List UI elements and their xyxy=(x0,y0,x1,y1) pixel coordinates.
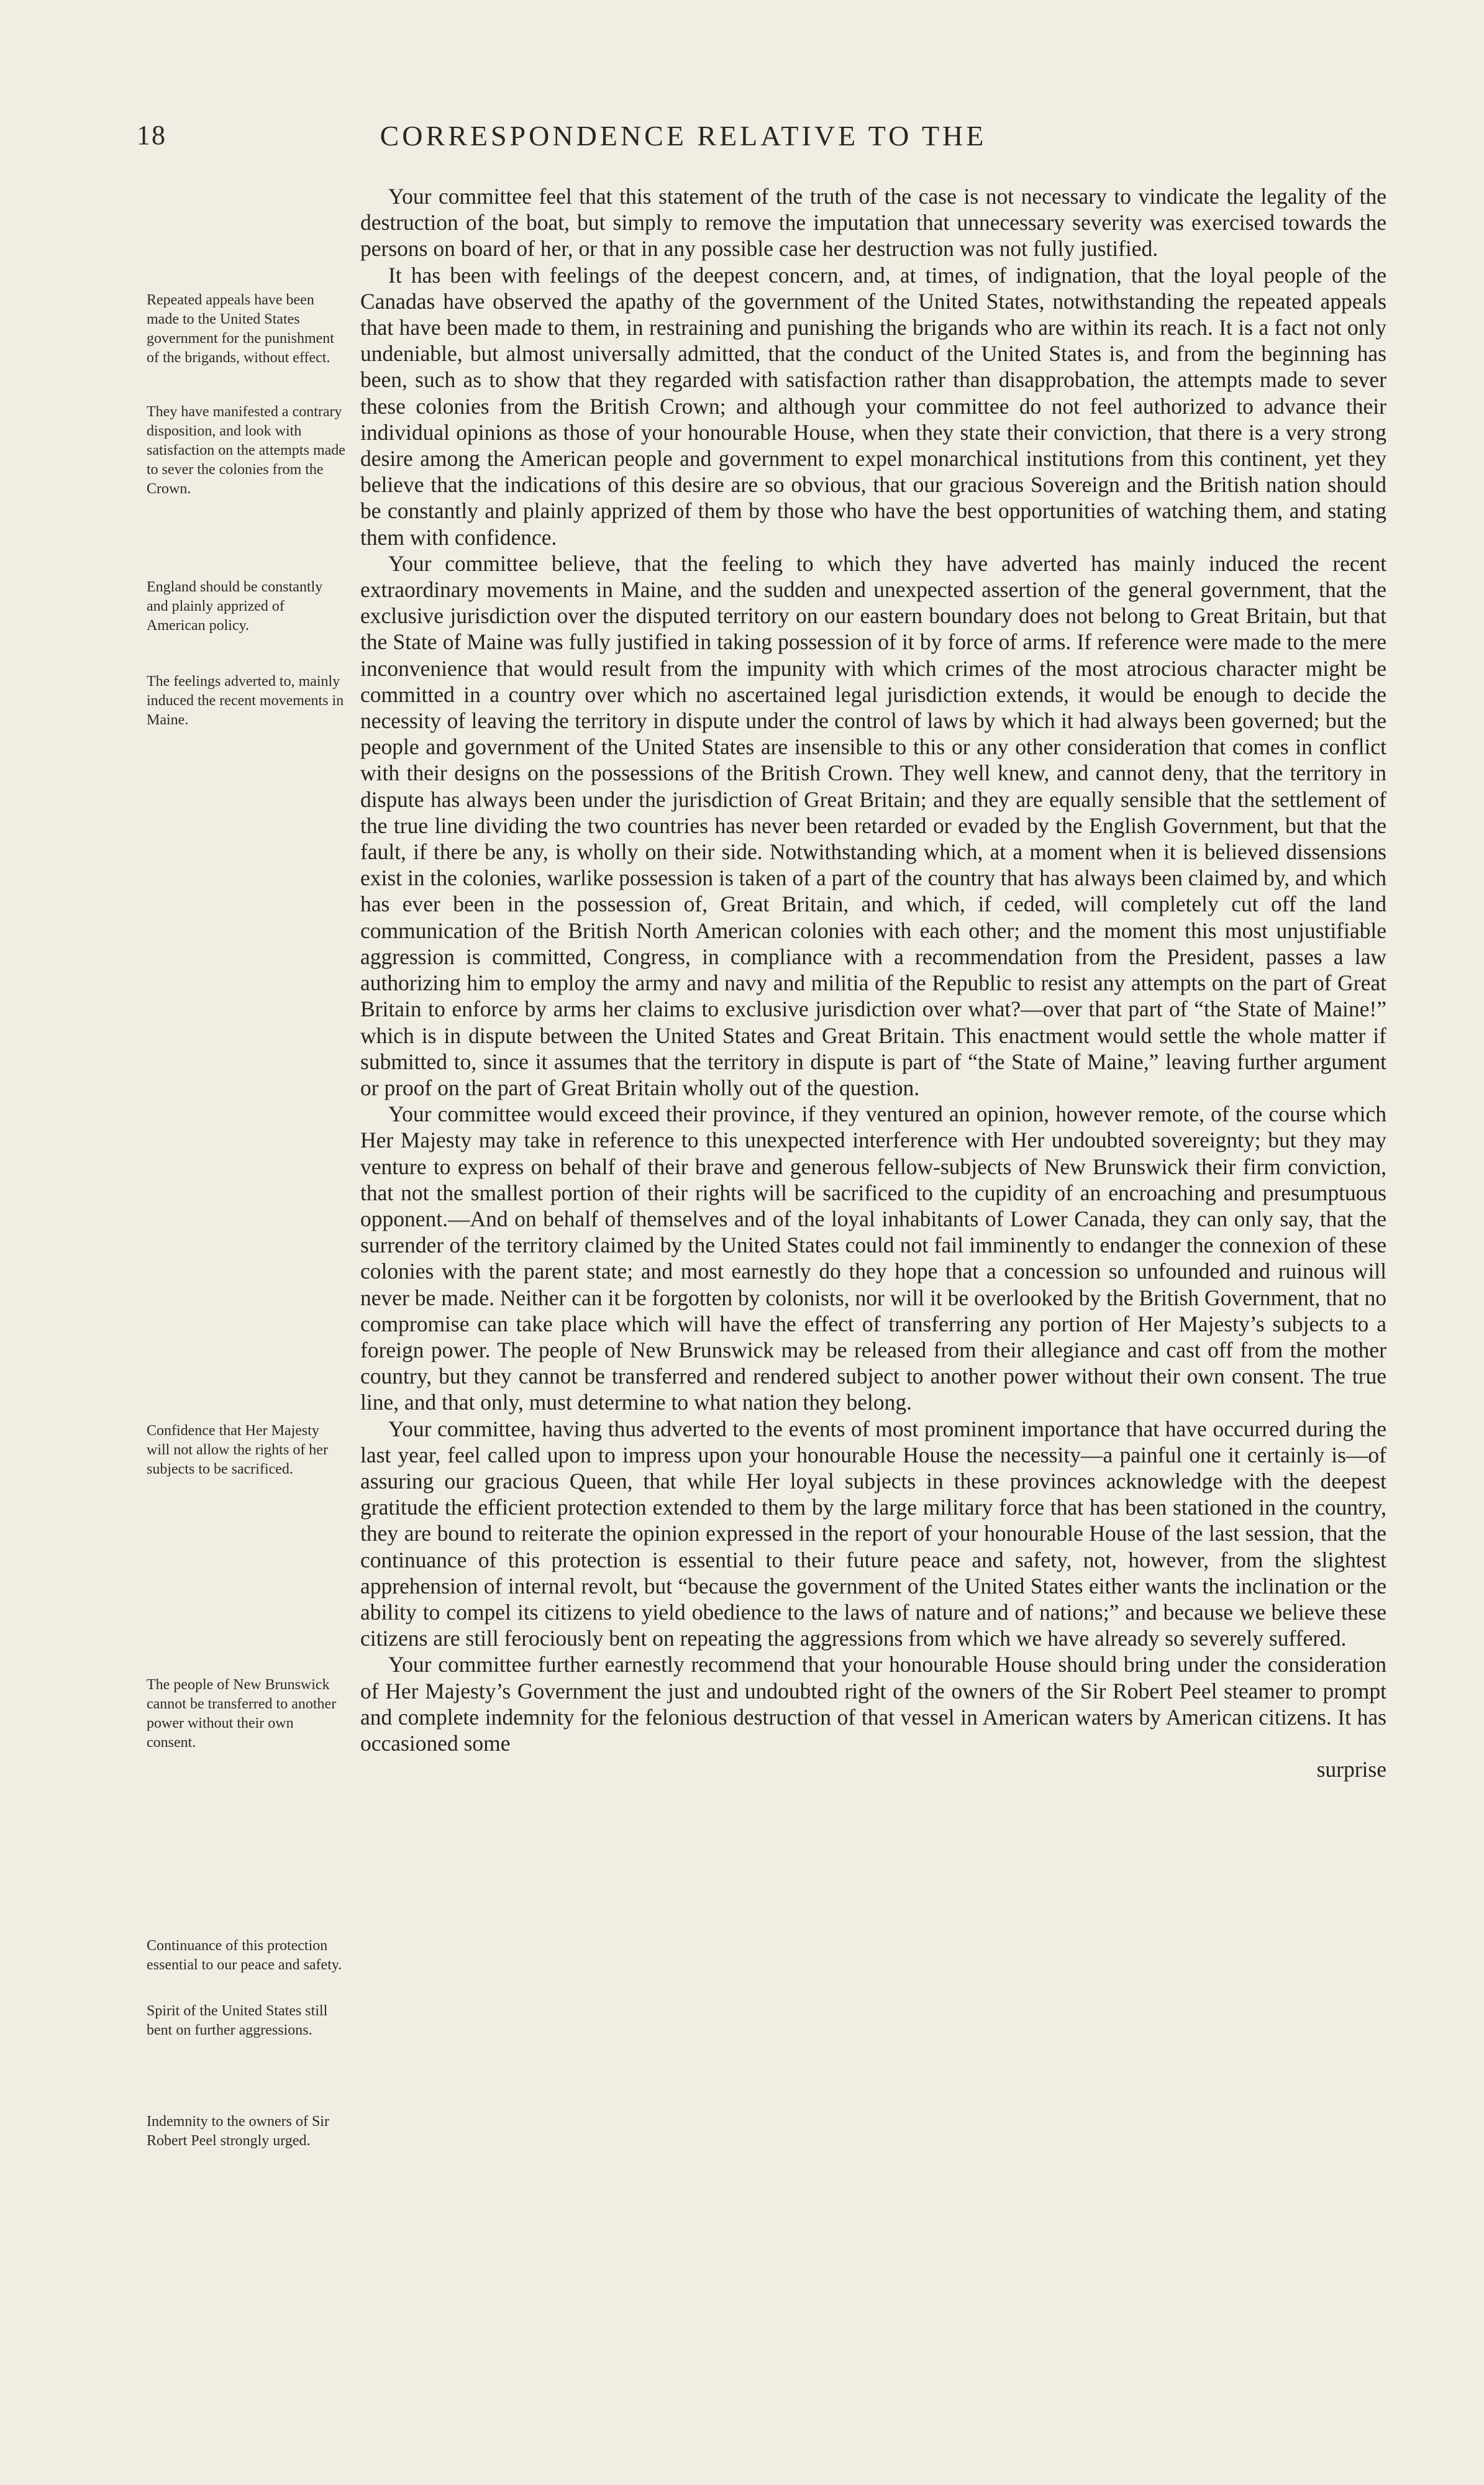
paragraph-sovereignty: Your committee would exceed their province, if they ventured an opinion, however remote, of the course which Her Majesty may take in reference to this unexpected interference with Her undoubted sovereignty; but they may venture to express on behalf of their brave and generous fellow-subjects of New Brunswick their firm conviction, that not the smallest portion of their rights will be sacrificed to the cupidity of an encroaching and presumptuous opponent.—And on behalf of themselves and of the loyal inhabitants of Lower Canada, they can only say, that the surrender of the territory claimed by the United States could not fail imminently to endanger the connexion of these colonies with the parent state; and most earnestly do they hope that a concession so unfounded and ruinous will never be made. Neither can it be forgotten by colonists, nor will it be overlooked by the British Government, that no compromise can take place which will have the effect of transferring any portion of Her Majesty’s subjects to a foreign power. The people of New Brunswick may be released from their allegiance and cast off from the mother country, but they cannot be transferred and rendered subject to another power without their own consent. The true line, and that only, must determine to what nation they belong. xyxy=(360,1101,1386,1415)
margin-note-england-apprized: England should be constantly and plainly apprized of American policy. xyxy=(147,579,323,634)
margin-note-aggressions: Spirit of the United States still bent on further aggressions. xyxy=(147,2003,328,2038)
margin-note-confidence: Confidence that Her Majesty will not allow the rights of her subjects to be sacrificed. xyxy=(147,1423,328,1477)
margin-note-indemnity: Indemnity to the owners of Sir Robert Peel strongly urged. xyxy=(147,2113,329,2149)
margin-note-disposition: They have manifested a contrary disposition, and look with satisfaction on the attempts made to sever the colonies from the Crown. xyxy=(147,404,345,497)
paragraph-protection: Your committee, having thus adverted to the events of most prominent importance that have occurred during the last year, feel called upon to impress upon your honourable House the necessity—a painful one it certainly is—of assuring our gracious Queen, that while Her loyal subjects in these provinces acknowledge with the deepest gratitude the efficient protection extended to them by the large military force that has been stationed in the country, they are bound to reiterate the opinion expressed in the report of your honourable House of the last session, that the continuance of this protection is essential to their future peace and safety, not, however, from the slightest apprehension of internal revolt, but “because the government of the United States either wants the inclination or the ability to compel its citizens to yield obedience to the laws of nature and of nations;” and because we believe these citizens are still ferociously bent on repeating the aggressions from which we have already so severely suffered. xyxy=(360,1416,1386,1651)
catchword: surprise xyxy=(1316,1757,1386,1782)
paragraph-indemnity: Your committee further earnestly recommend that your honourable House should bring under the consideration of Her Majesty’s Government the just and undoubted right of the owners of the Sir Robert Peel steamer to prompt and complete indemnity for the felonious destruction of that vessel in American waters by American citizens. It has occasioned some xyxy=(360,1652,1386,1756)
body-text xyxy=(360,183,1386,1782)
paragraph-maine: Your committee believe, that the feeling to which they have adverted has mainly induced the recent extraordinary movements in Maine, and the sudden and unexpected assertion of the general government, that the exclusive jurisdiction over the disputed territory on our eastern boundary does not belong to Great Britain, but that the State of Maine was fully justified in taking possession of it by force of arms. If reference were made to the mere inconvenience that would result from the impunity with which crimes of the most atrocious character might be committed in a country over which no ascertained legal jurisdiction extends, it would be enough to decide the necessity of leaving the territory in dispute under the control of laws by which it had always been governed; but the people and government of the United States are insensible to this or any other consideration that comes in conflict with their designs on the possessions of the British Crown. They well knew, and cannot deny, that the territory in dispute has always been under the jurisdiction of Great Britain; and they are equally sensible that the settlement of the true line dividing the two countries has never been retarded or evaded by the English Government, but that the fault, if there be any, is wholly on their side. Notwithstanding which, at a moment when it is believed dissensions exist in the colonies, warlike possession is taken of a part of the country that has always been claimed by, and which has ever been in the possession of, Great Britain, and which, if ceded, will completely cut off the land communication of the British North American colonies with each other; and the moment this most unjustifiable aggression is committed, Congress, in compliance with a recommendation from the President, passes a law authorizing him to employ the army and navy and militia of the Republic to resist any attempts on the part of Great Britain to enforce by arms her claims to exclusive jurisdiction over what?—over that part of “the State of Maine!” which is in dispute between the United States and Great Britain. This enactment would settle the whole matter if submitted to, since it assumes that the territory in dispute is part of “the State of Maine,” leaving further argument or proof on the part of Great Britain wholly out of the question. xyxy=(360,550,1386,1100)
margin-note-new-brunswick: The people of New Brunswick cannot be transferred to another power without their own consent. xyxy=(147,1677,337,1751)
margin-note-appeals: Repeated appeals have been made to the United States government for the punishment of the brigands, without effect. xyxy=(147,292,334,366)
paragraph-apathy: It has been with feelings of the deepest concern, and, at times, of indignation, that the loyal people of the Canadas have observed the apathy of the government of the United States, notwithstanding the repeated appeals that have been made to them, in restraining and punishing the brigands who are within its reach. It is a fact not only undeniable, but almost universally admitted, that the conduct of the United States is, and from the beginning has been, such as to show that they regarded with satisfaction rather than disapprobation, the attempts made to sever these colonies from the British Crown; and although your committee do not feel authorized to advance their individual opinions as those of your honourable House, when they state their conviction, that there is a very strong desire among the American people and government to expel monarchical institutions from this continent, yet they believe that the indications of this desire are so obvious, that our gracious Sovereign and the British nation should be constantly and plainly apprized of them by those who have the best opportunities of watching them, and stating them with confidence. xyxy=(360,262,1386,550)
margin-note-protection: Continuance of this protection essential to our peace and safety. xyxy=(147,1938,342,1973)
margin-note-maine-movements: The feelings adverted to, mainly induced the recent movements in Maine. xyxy=(147,673,344,728)
page-number: 18 xyxy=(137,120,166,150)
paragraph-vindication: Your committee feel that this statement of the truth of the case is not necessary to vindicate the legality of the destruction of the boat, but simply to remove the imputation that unnecessary severity was exercised towards the persons on board of her, or that in any possible case her destruction was not fully justified. xyxy=(360,184,1386,262)
running-title: CORRESPONDENCE RELATIVE TO THE xyxy=(380,120,987,152)
page-header xyxy=(137,119,1230,157)
